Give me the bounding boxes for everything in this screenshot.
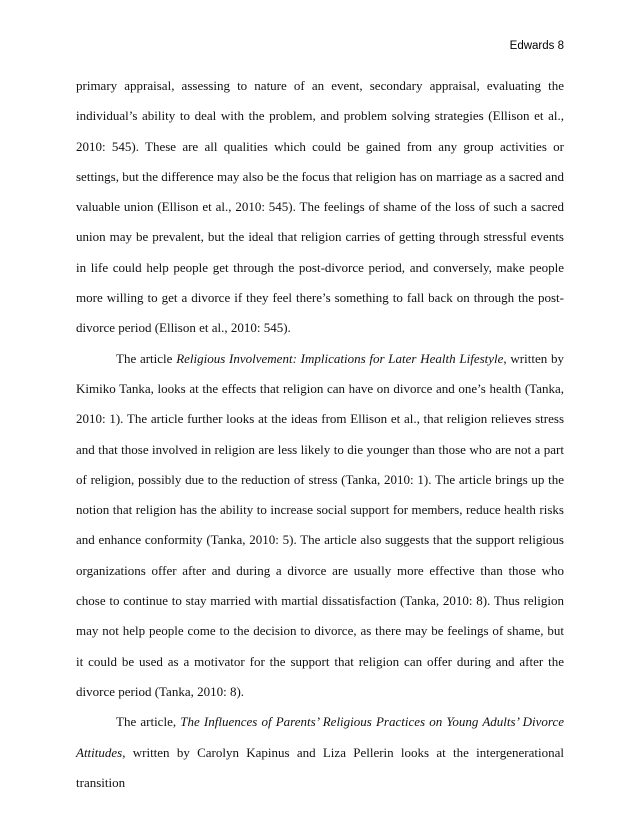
paragraph	[76, 344, 564, 708]
paragraph-text: , written by Kimiko Tanka, looks at the effects that religion can have on divorce and one’s health (Tanka, 2010: 1). The article further looks at the ideas from Ellison et al., that religion relieves stress and that those involved in religion are less likely to die younger than those who are not a part of religion, possibly due to the reduction of stress (Tanka, 2010: 1). The article brings up the notion that religion has the ability to increase social support for members, reduce health risks and enhance conformity (Tanka, 2010: 5). The article also suggests that the support religious organizations offer after and during a divorce are usually more effective than those who chose to continue to stay married with martial dissatisfaction (Tanka, 2010: 8). Thus religion may not help people come to the decision to divorce, as there may be feelings of shame, but it could be used as a motivator for the support that religion can offer during and after the divorce period (Tanka, 2010: 8).	[76, 350, 564, 699]
paragraph: primary appraisal, assessing to nature of an event, secondary appraisal, evaluating the individual’s ability to deal with the problem, and problem solving strategies (Ellison et al., 2010: 545). These are all qualities which could be gained from any group activities or settings, but the difference may also be the focus that religion has on marriage as a sacred and valuable union (Ellison et al., 2010: 545). The feelings of shame of the loss of such a sacred union may be prevalent, but the ideal that religion carries of getting through stressful events in life could help people get through the post-divorce period, and conversely, make people more willing to get a divorce if they feel there’s something to fall back on through the post-divorce period (Ellison et al., 2010: 545).	[76, 78, 564, 336]
paragraph-text: The article	[116, 350, 177, 366]
article-title: Religious Involvement: Implications for Later Health Lifestyle	[176, 350, 504, 366]
paragraph-text: , written by Carolyn Kapinus and Liza Pellerin looks at the intergenerational transition	[76, 744, 564, 790]
article-title: The Influences of Parents’ Religious Practices on Young Adults’ Divorce Attitudes	[76, 714, 564, 760]
paragraph	[76, 707, 564, 798]
document-body	[76, 71, 564, 798]
paragraph-text: The article,	[116, 714, 181, 730]
page-header: Edwards 8	[509, 40, 564, 52]
